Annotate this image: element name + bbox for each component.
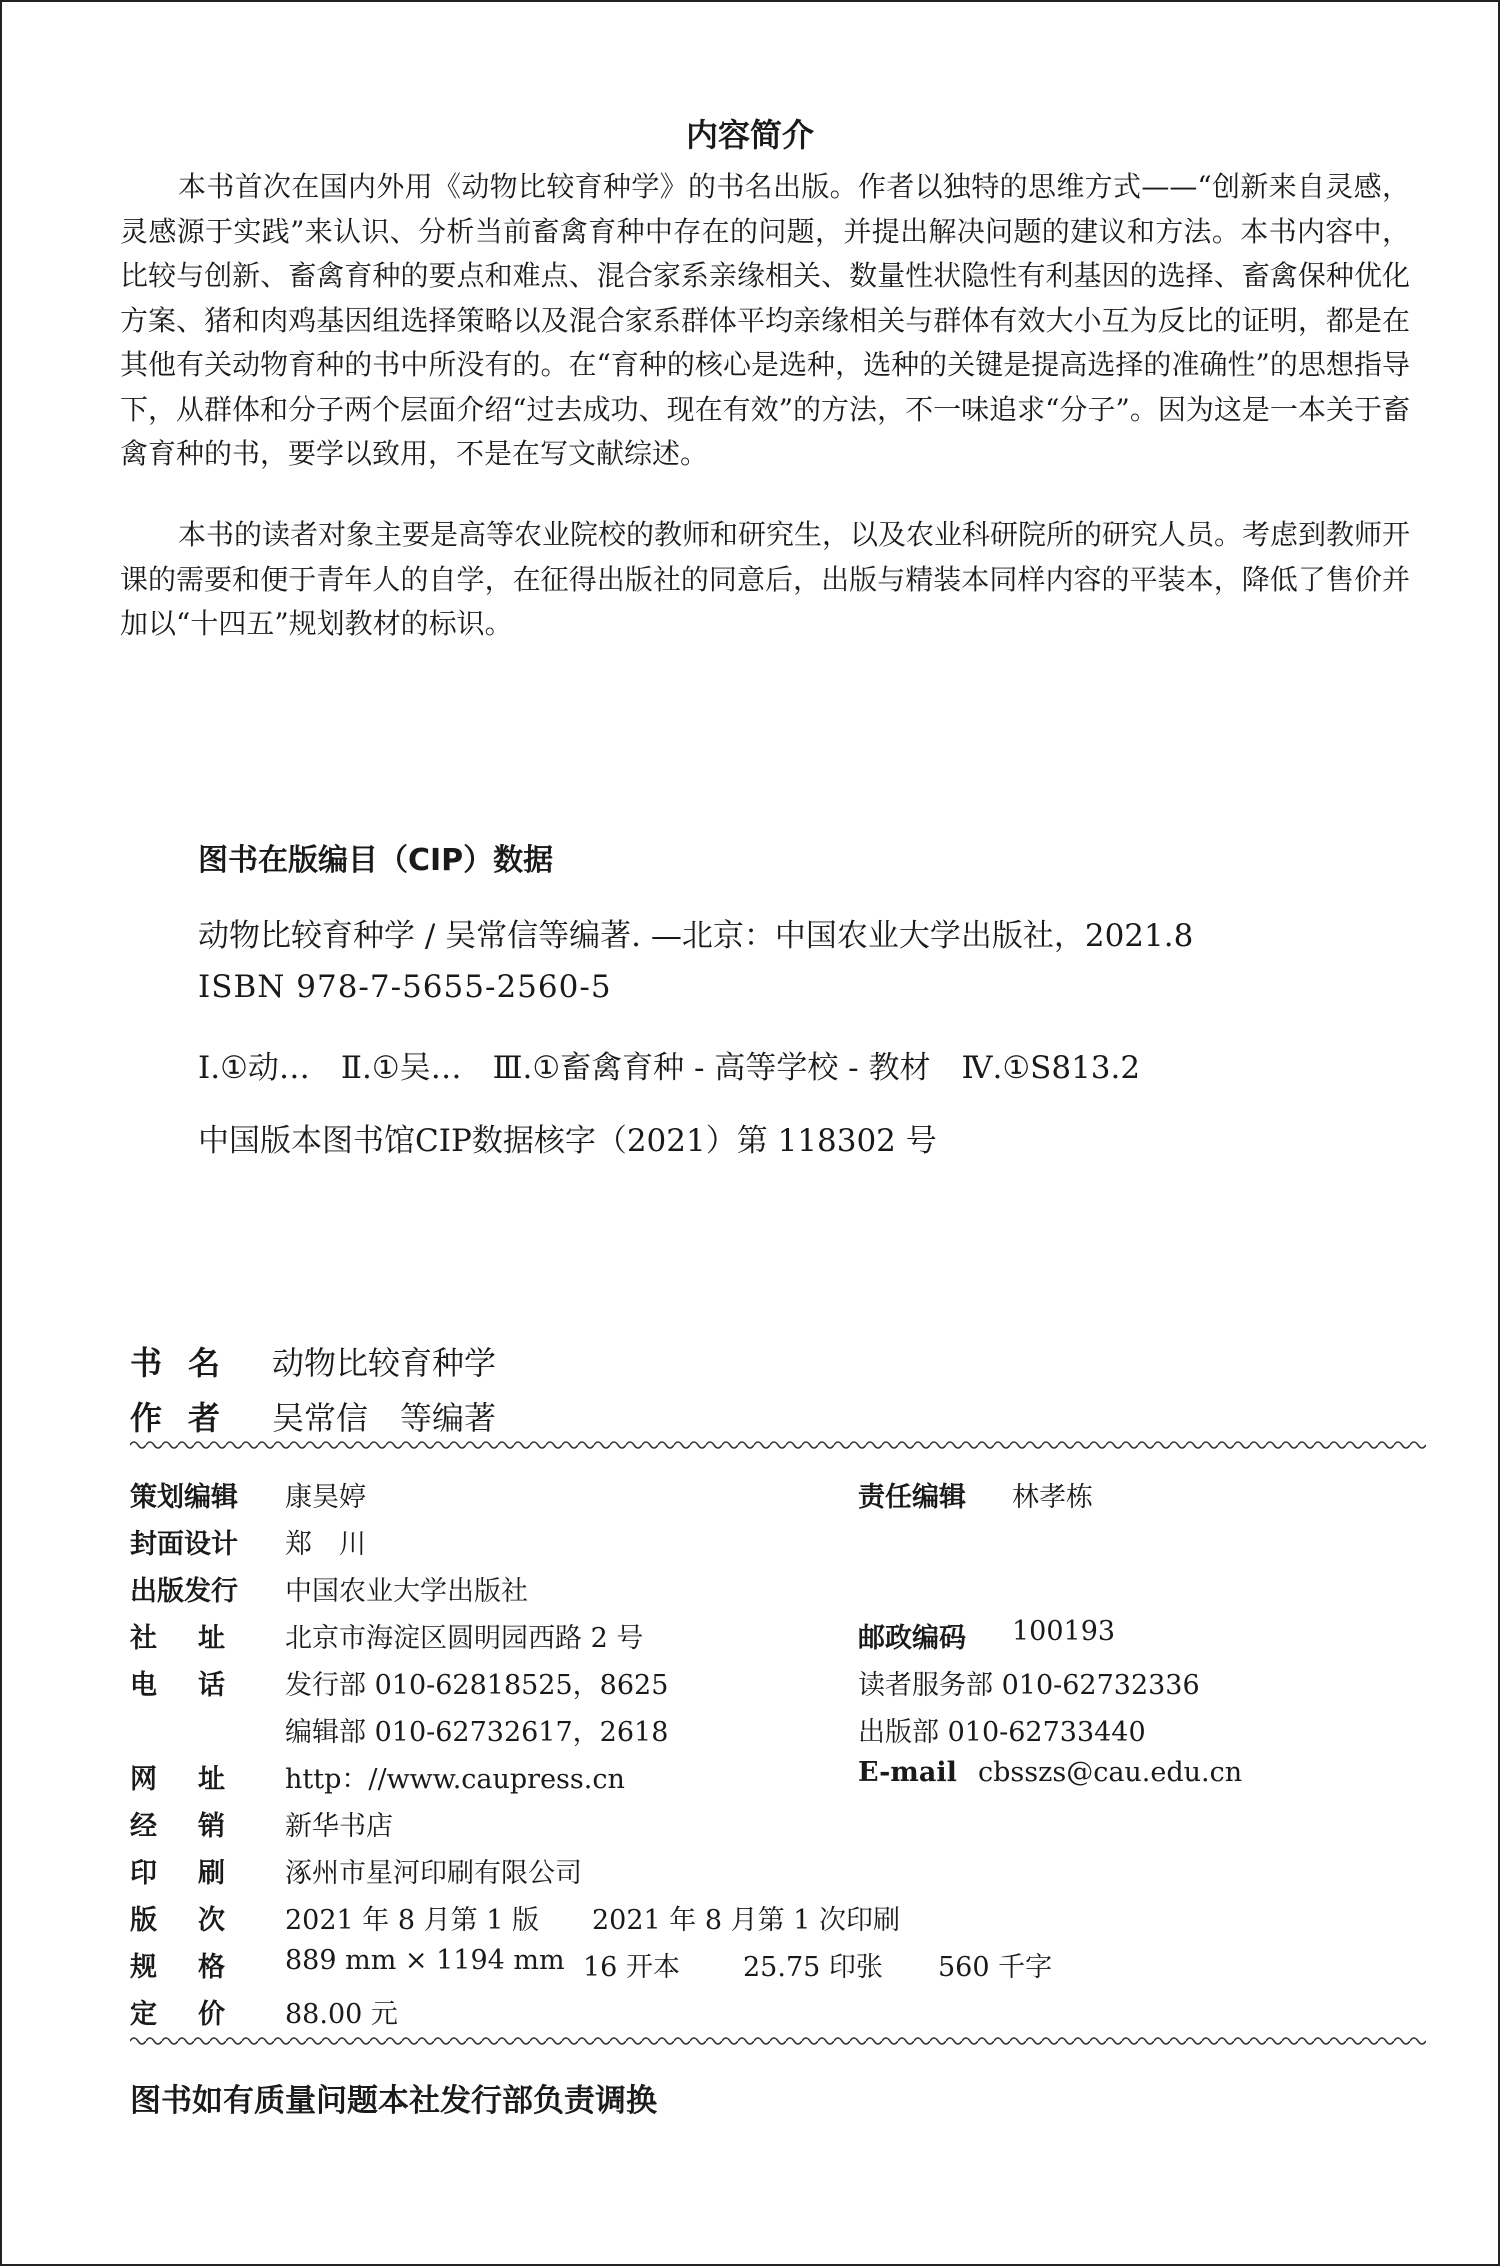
publisher-label: 出版发行 <box>130 1576 238 1607</box>
book-title-label: 书名 <box>130 1344 247 1382</box>
cip-heading: 图书在版编目（CIP）数据 <box>198 843 554 878</box>
phone-reader-service: 读者服务部 010-62732336 <box>858 1670 1200 1701</box>
website-value[interactable]: http：//www.caupress.cn <box>285 1764 625 1795</box>
price-label: 定价 <box>130 1999 266 2030</box>
cip-bibliographic-line: 动物比较育种学 / 吴常信等编著. —北京：中国农业大学出版社，2021.8 <box>198 918 1194 954</box>
footer-note: 图书如有质量问题本社发行部负责调换 <box>130 2083 657 2119</box>
wavy-divider-bottom <box>130 2034 1426 2048</box>
wavy-divider-top <box>130 1438 1426 1452</box>
distributor-value: 新华书店 <box>285 1811 393 1842</box>
spec-sheets: 25.75 印张 <box>743 1952 883 1983</box>
cip-isbn: ISBN 978-7-5655-2560-5 <box>198 969 612 1005</box>
edition-value: 2021 年 8 月第 1 版 <box>285 1905 539 1936</box>
website-label: 网址 <box>130 1764 266 1795</box>
postcode-label: 邮政编码 <box>858 1623 966 1654</box>
distributor-label: 经销 <box>130 1811 266 1842</box>
postcode-value: 100193 <box>1012 1616 1116 1647</box>
phone-editorial: 编辑部 010-62732617，2618 <box>285 1717 669 1748</box>
printer-value: 涿州市星河印刷有限公司 <box>285 1858 582 1889</box>
book-author-label: 作者 <box>130 1399 247 1437</box>
intro-paragraph-1: 本书首次在国内外用《动物比较育种学》的书名出版。作者以独特的思维方式——“创新来自灵感，灵感源于实践”来认识、分析当前畜禽育种中存在的问题，并提出解决问题的建议和方法。本书内容中，比较与创新、畜禽育种的要点和难点、混合家系亲缘相关、数量性状隐性有利基因的选择、畜禽保种优化方案、猪和肉鸡基因组选择策略以及混合家系群体平均亲缘相关与群体有效大小互为反比的证明，都是在其他有关动物育种的书中所没有的。在“育种的核心是选种，选种的关键是提高选择的准确性”的思想指导下，从群体和分子两个层面介绍“过去成功、现在有效”的方法，不一味追求“分子”。因为这是一本关于畜禽育种的书，要学以致用，不是在写文献综述。 <box>120 170 1410 470</box>
planning-editor-label: 策划编辑 <box>130 1482 238 1513</box>
book-title-value: 动物比较育种学 <box>272 1344 497 1382</box>
phone-distribution: 发行部 010-62818525，8625 <box>285 1670 669 1701</box>
cover-design-label: 封面设计 <box>130 1529 238 1560</box>
book-author-value: 吴常信 等编著 <box>272 1399 497 1437</box>
planning-editor-value: 康昊婷 <box>285 1482 366 1513</box>
responsible-editor-value: 林孝栋 <box>1012 1482 1093 1513</box>
email-label: E-mail <box>858 1757 957 1788</box>
printing-value: 2021 年 8 月第 1 次印刷 <box>592 1905 900 1936</box>
cip-classification: Ⅰ.①动… Ⅱ.①吴… Ⅲ.①畜禽育种 - 高等学校 - 教材 Ⅳ.①S813.2 <box>198 1050 1141 1086</box>
spec-words: 560 千字 <box>938 1952 1053 1983</box>
printer-label: 印刷 <box>130 1858 266 1889</box>
publisher-value: 中国农业大学出版社 <box>285 1576 528 1607</box>
spec-size: 889 mm × 1194 mm <box>285 1945 565 1976</box>
responsible-editor-label: 责任编辑 <box>858 1482 966 1513</box>
address-value: 北京市海淀区圆明园西路 2 号 <box>285 1623 644 1654</box>
spec-format: 16 开本 <box>583 1952 680 1983</box>
address-label: 社址 <box>130 1623 266 1654</box>
spec-label: 规格 <box>130 1952 266 1983</box>
cip-check-number: 中国版本图书馆CIP数据核字（2021）第 118302 号 <box>198 1123 937 1159</box>
cover-design-value: 郑 川 <box>285 1529 366 1560</box>
intro-paragraph-2: 本书的读者对象主要是高等农业院校的教师和研究生，以及农业科研院所的研究人员。考虑到教师开课的需要和便于青年人的自学，在征得出版社的同意后，出版与精装本同样内容的平装本，降低了售价并加以“十四五”规划教材的标识。 <box>120 518 1411 640</box>
phone-publishing: 出版部 010-62733440 <box>858 1717 1146 1748</box>
intro-title: 内容简介 <box>685 116 814 154</box>
edition-label: 版次 <box>130 1905 266 1936</box>
email-value[interactable]: cbsszs@cau.edu.cn <box>978 1757 1243 1788</box>
price-value: 88.00 元 <box>285 1999 398 2030</box>
phone-label: 电话 <box>130 1670 266 1701</box>
